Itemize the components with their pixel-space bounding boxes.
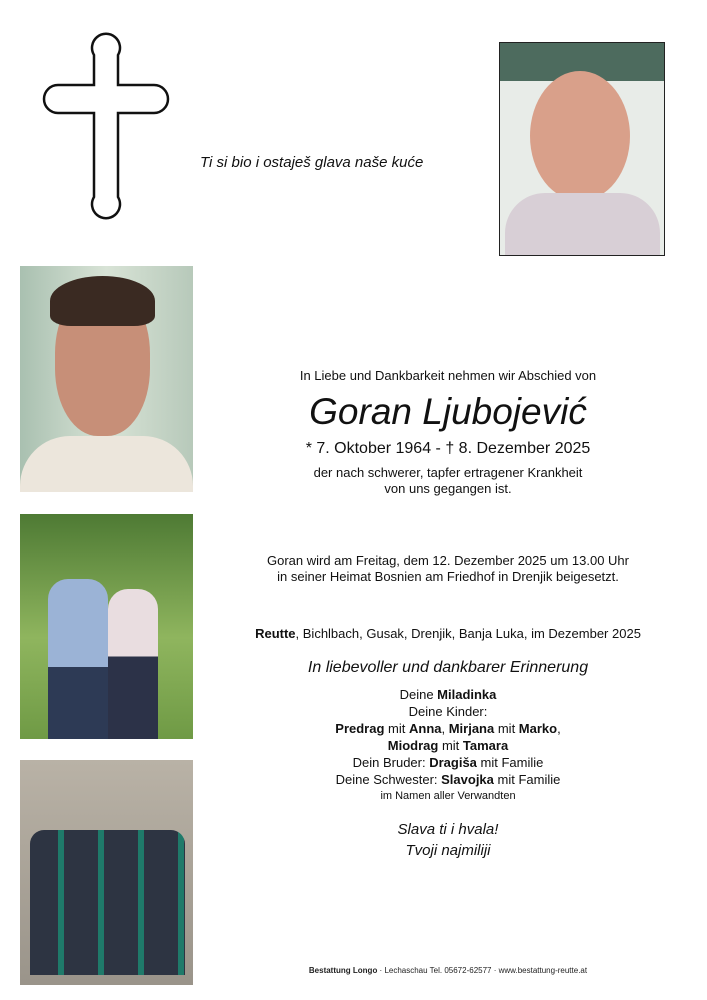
family-photo xyxy=(20,760,193,985)
mourner-name: Marko xyxy=(518,721,558,736)
couple-photo xyxy=(20,514,193,739)
motto: Ti si bio i ostaješ glava naše kuće xyxy=(200,154,424,171)
closing-line-2: Tvoji najmiliji xyxy=(405,842,491,859)
mourner-name: Anna xyxy=(408,721,442,736)
footer-company: Bestattung Longo xyxy=(308,966,378,975)
mourner-text: Deine Kinder: xyxy=(408,704,488,719)
mourner-name: Dragiša xyxy=(429,755,477,770)
mourner-text: Deine xyxy=(399,687,438,702)
footer-contact: · Lechaschau Tel. 05672-62577 · www.bestattung-reutte.at xyxy=(377,966,588,975)
mourner-text: mit Familie xyxy=(493,772,561,787)
mourner-name: Slavojka xyxy=(441,772,494,787)
mourner-line xyxy=(240,721,656,736)
mourner-text: mit xyxy=(494,721,519,736)
orthodox-cross-icon xyxy=(30,27,182,225)
mourner-line xyxy=(240,772,656,787)
funeral-line-2: in seiner Heimat Bosnien am Friedhof in Drenjik beigesetzt. xyxy=(277,569,619,584)
place-date xyxy=(240,626,656,641)
mourner-text: , xyxy=(557,721,561,736)
remembrance: In liebevoller und dankbarer Erinnerung xyxy=(307,659,589,676)
portrait-photo xyxy=(499,42,665,256)
illness-line-2: von uns gegangen ist. xyxy=(384,481,512,496)
mourner-line xyxy=(240,687,656,702)
footer xyxy=(240,966,656,975)
mourner-name: Tamara xyxy=(462,738,509,753)
mourner-text: mit Familie xyxy=(476,755,544,770)
mourner-name: Mirjana xyxy=(448,721,495,736)
mourner-line xyxy=(240,755,656,770)
funeral-line-1: Goran wird am Freitag, dem 12. Dezember 2025 um 13.00 Uhr xyxy=(266,553,629,568)
mourner-text: mit xyxy=(384,721,409,736)
mourner-text: mit xyxy=(438,738,463,753)
deceased-name: Goran Ljubojević xyxy=(309,391,587,432)
illness-line-1: der nach schwerer, tapfer ertragener Krankheit xyxy=(313,465,583,480)
mourner-name: Predrag xyxy=(335,721,385,736)
life-dates: * 7. Oktober 1964 - † 8. Dezember 2025 xyxy=(305,440,591,457)
place-bold: Reutte xyxy=(255,626,296,641)
intro-text: In Liebe und Dankbarkeit nehmen wir Abschied von xyxy=(299,368,597,383)
mourner-name: Miladinka xyxy=(437,687,497,702)
mourner-name: Miodrag xyxy=(387,738,439,753)
relatives-note: im Namen aller Verwandten xyxy=(380,790,516,802)
mourner-text: , xyxy=(441,721,449,736)
mourner-text: Dein Bruder: xyxy=(352,755,430,770)
mourner-line xyxy=(240,738,656,753)
mourner-text: Deine Schwester: xyxy=(335,772,442,787)
young-portrait-photo xyxy=(20,266,193,492)
closing-line-1: Slava ti i hvala! xyxy=(397,821,499,838)
mourner-line xyxy=(240,704,656,719)
place-rest: , Bichlbach, Gusak, Drenjik, Banja Luka, im Dezember 2025 xyxy=(295,626,641,641)
